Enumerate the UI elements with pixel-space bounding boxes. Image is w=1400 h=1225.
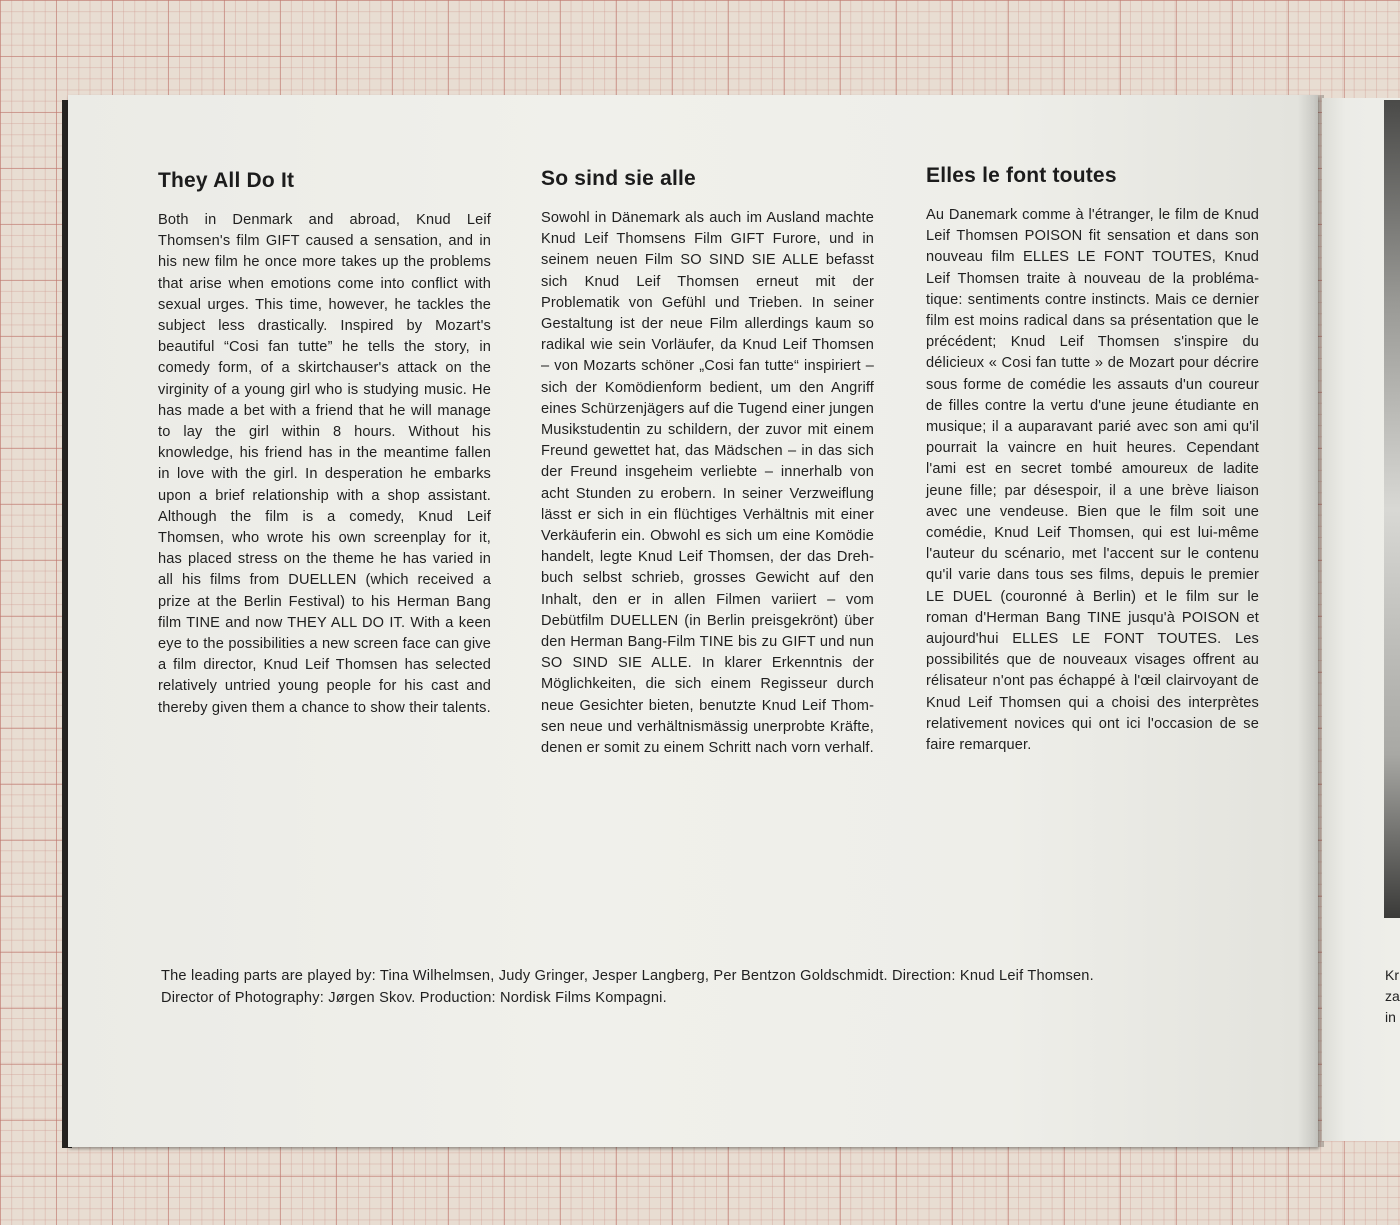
next-page-line: in	[1385, 1009, 1396, 1025]
english-column	[158, 168, 491, 719]
german-column	[541, 166, 874, 759]
page-fold	[1298, 95, 1324, 1147]
french-column	[926, 163, 1259, 756]
next-page-line: Kr	[1385, 967, 1399, 983]
next-page-line: za	[1385, 988, 1400, 1004]
french-title: Elles le font toutes	[926, 164, 1117, 187]
english-title: They All Do It	[158, 169, 295, 192]
credits-cast-line: The leading parts are played by: Tina Wilhelmsen, Judy Gringer, Jesper Langberg, Per Bentzon Goldschmidt. Direction: Knud Leif Thomsen.	[161, 968, 1094, 984]
french-body: Au Danemark comme à l'étranger, le film de Knud Leif Thomsen POISON fit sensation et dans son nouveau film ELLES LE FONT TOUTES, Knud Leif Thomsen traite à nouveau de la problématique: sentiments contre instincts. Mais ce dernier film est moins radical dans sa présentation que le précédent; Knud Leif Thomsen s'inspire du délicieux « Cosi fan tutte » de Mozart pour décrire sous forme de comédie les assauts d'un coureur de filles contre la vertu d'une jeune étudiante en musique; il a auparavant parié avec son ami qu'il pourrait la vaincre en huit heures. Cependant l'ami est en secret tombé amoureux de ladite jeune fille; par désespoir, il a une brève liaison avec une vendeuse. Bien que le film soit une comédie, Knud Leif Thomsen, qui est lui-même l'auteur du scénario, met l'accent sur le contenu qu'il varie dans tous ses films, depuis le premier LE DUEL (couronné à Berlin) et le film sur le roman d'Herman Bang TINE jusqu'à POISON et aujourd'hui ELLES LE FONT TOUTES. Les possibilités que de nouveaux visages offrent au rélisateur n'ont pas échappé à l'œil clairvoyant de Knud Leif Thomsen qui a choisi des interprètes relativement novices qui ont ici l'occasion de se faire remarquer.	[926, 207, 1259, 754]
credits-production-line: Director of Photography: Jørgen Skov. Production: Nordisk Films Kompagni.	[161, 989, 667, 1006]
german-title: So sind sie alle	[541, 167, 696, 190]
next-page-text	[1385, 965, 1400, 1028]
next-page-photo	[1384, 100, 1400, 918]
credits	[161, 966, 1281, 1009]
english-body: Both in Denmark and abroad, Knud Leif Thomsen's film GIFT caused a sensation, and in his new film he once more takes up the problems that arise when emotions come into conflict with sexual urges. This time, however, he tackles the subject less drastically. Inspired by Mozart's beautiful “Cosi fan tutte” he tells the story, in comedy form, of a skirtchauser's attack on the virginity of a young girl who is studying music. He has made a bet with a friend that he will manage to lay the girl within 8 hours. Without his knowledge, his friend has in the meantime fallen in love with the girl. In desperation he embarks upon a brief relationship with a shop assistant. Although the film is a comedy, Knud Leif Thomsen, who wrote his own screenplay for it, has placed stress on the theme he has varied in all his films from DUELLEN (which received a prize at the Berlin Festival) to his Herman Bang film TINE and now THEY ALL DO IT. With a keen eye to the possibilities a new screen face can give a film director, Knud Leif Thomsen has selected relatively untried young people for his cast and thereby given them a chance to show their talents.	[158, 212, 491, 716]
german-body: Sowohl in Dänemark als auch im Ausland machte Knud Leif Thomsens Film GIFT Furore, und in seinem neuen Film SO SIND SIE ALLE befasst sich Knud Leif Thomsen erneut mit der Problematik von Gefühl und Trieben. In seiner Gestaltung ist der neue Film allerdings kaum so radikal wie sein Vorläufer, da Knud Leif Thomsen – von Mozarts schöner „Cosi fan tutte“ inspiriert – sich der Komödienform bedient, um den Angriff eines Schürzenjägers auf die Tugend einer jungen Musikstudentin zu schildern, der zuvor mit einem Freund gewettet hat, das Mädschen – in das sich der Freund insgeheim verliebte – innerhalb von acht Stunden zu erobern. In seiner Verzweiflung lässt er sich in ein flüchtiges Verhältnis mit einer Verkäuferin ein. Obwohl es sich um eine Komödie handelt, legte Knud Leif Thomsen, der das Drehbuch selbst schrieb, grosses Gewicht auf den Inhalt, den er in allen Filmen variiert – vom Debütfilm DUELLEN (in Berlin preisgekrönt) über den Herman Bang-Film TINE bis zu GIFT und nun SO SIND SIE ALLE. In klarer Erkenntnis der Möglichkeiten, die sich einem Regisseur durch neue Gesichter bieten, benutzte Knud Leif Thomsen neue und verhältnismässig unerprobte Kräfte, denen er somit zu einem Schritt nach vorn verhalf.	[541, 210, 874, 757]
